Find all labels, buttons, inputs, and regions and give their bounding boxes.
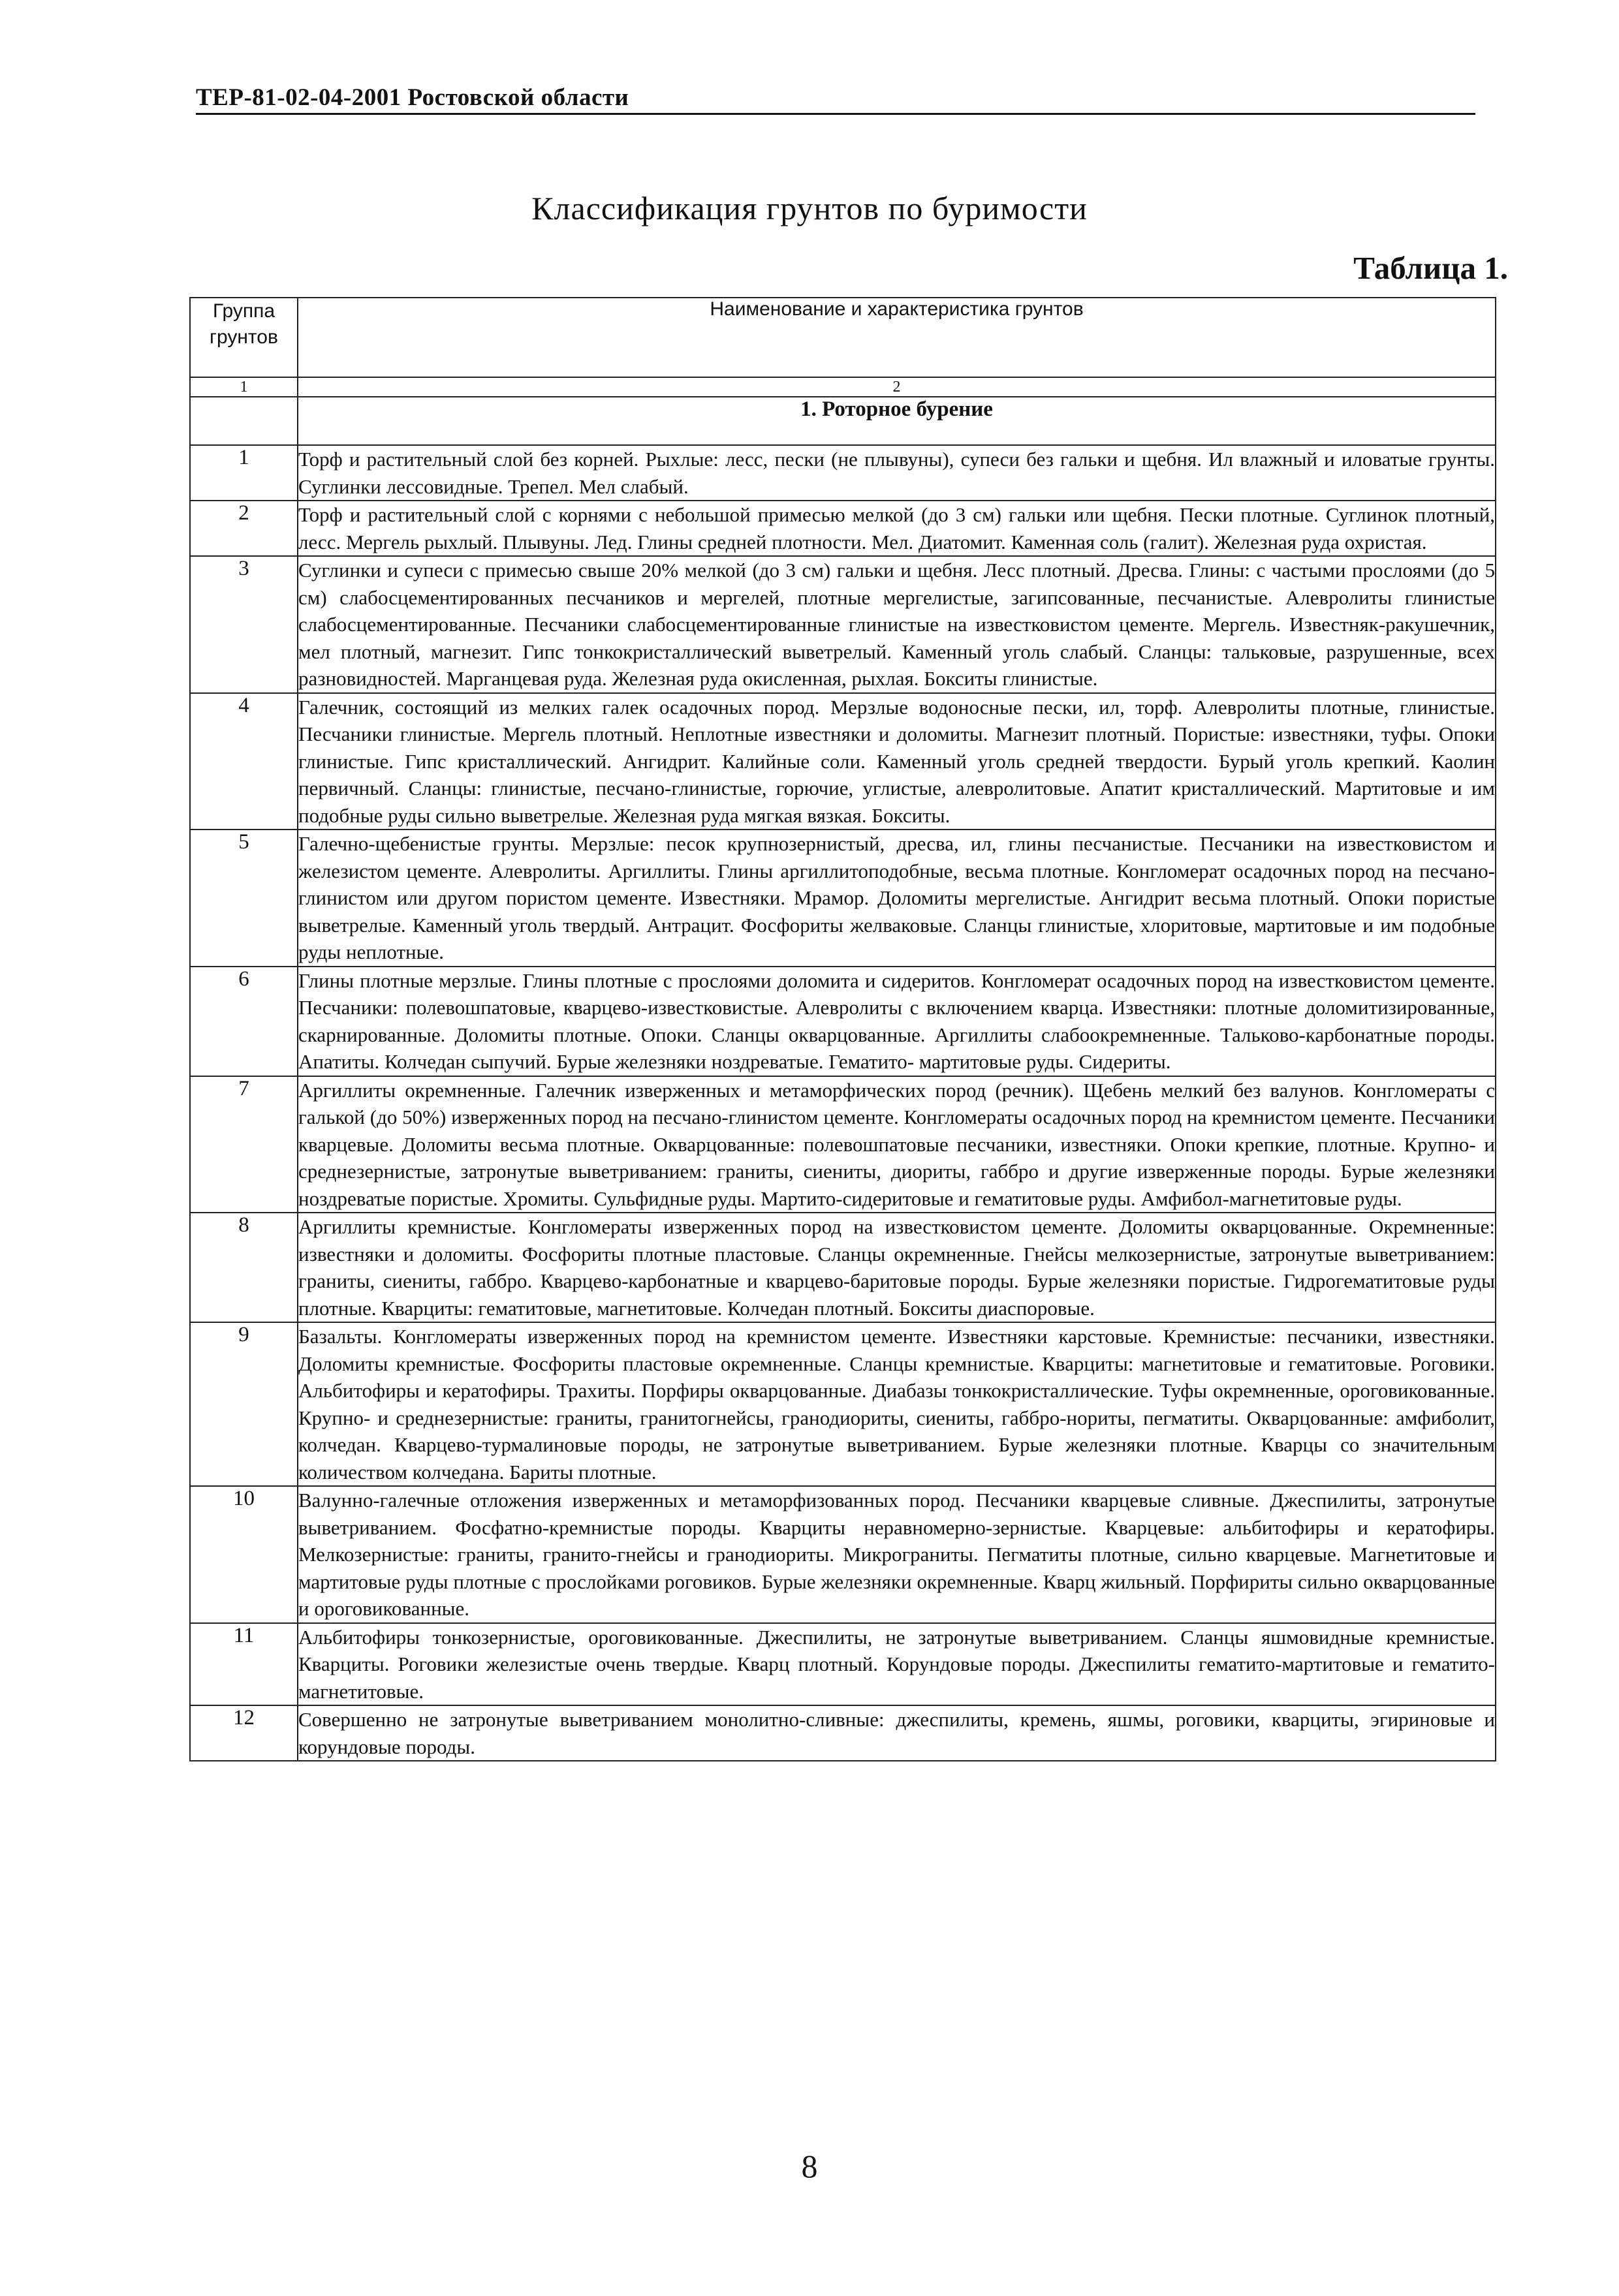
group-number: 12 [190, 1705, 298, 1761]
table-row [190, 556, 1496, 693]
group-number: 2 [190, 501, 298, 556]
group-description: Галечник, состоящий из мелких галек осадочных пород. Мерзлые водоносные пески, ил, торф. Алевролиты плотные, глинистые. Песчаники глинистые. Мергель плотный. Неплотные известняки и доломиты. Магнезит плотный. Пористые: известняки, туфы. Опоки глинистые. Гипс кристаллический. Ангидрит. Калийные соли. Каменный уголь средней твердости. Бурый уголь крепкий. Каолин первичный. Сланцы: глинистые, песчано-глинистые, горючие, углистые, алевролитовые. Апатит кристаллический. Мартитовые и им подобные руды сильно выветрелые. Железная руда мягкая вязкая. Бокситы. [298, 693, 1496, 830]
column-header-name: Наименование и характеристика грунтов [298, 298, 1496, 377]
section-row [190, 397, 1496, 445]
table-row [190, 1076, 1496, 1213]
table-row [190, 967, 1496, 1076]
group-number: 7 [190, 1076, 298, 1213]
table-row [190, 1322, 1496, 1486]
table-row [190, 1623, 1496, 1706]
table-row [190, 1705, 1496, 1761]
table-row [190, 830, 1496, 967]
page-number: 8 [801, 2148, 818, 2184]
group-number: 4 [190, 693, 298, 830]
group-description: Валунно-галечные отложения изверженных и метаморфизованных пород. Песчаники кварцевые сливные. Джеспилиты, затронутые выветриванием. Фосфатно-кремнистые породы. Кварциты неравномерно-зернистые. Кварцевые: альбитофиры и кератофиры. Мелкозернистые: граниты, гранито-гнейсы и гранодиориты. Микрограниты. Пегматиты плотные, сильно кварцевые. Магнетитовые и мартитовые руды плотные с прослойками роговиков. Бурые железняки окремненные. Кварц жильный. Порфириты сильно окварцованные и ороговикованные. [298, 1486, 1496, 1623]
soil-classification-table [189, 297, 1496, 1761]
table-row [190, 1486, 1496, 1623]
table-row [190, 693, 1496, 830]
group-description: Базальты. Конгломераты изверженных пород на кремнистом цементе. Известняки карстовые. Кремнистые: песчаники, известняки. Доломиты кремнистые. Фосфориты пластовые окремненные. Сланцы кремнистые. Кварциты: магнетитовые и гематитовые. Роговики. Альбитофиры и кератофиры. Трахиты. Порфиры окварцованные. Диабазы тонкокристаллические. Туфы окремненные, ороговикованные. Крупно- и среднезернистые: граниты, гранитогнейсы, гранодиориты, сиениты, габбро-нориты, пегматиты. Окварцованные: амфиболит, колчедан. Кварцево-турмалиновые породы, не затронутые выветриванием. Бурые железняки плотные. Кварцы со значительным количеством колчедана. Бариты плотные. [298, 1322, 1496, 1486]
column-number-row [190, 377, 1496, 397]
table-header-row [190, 298, 1496, 377]
group-description: Торф и растительный слой с корнями с небольшой примесью мелкой (до 3 см) гальки или щебня. Пески плотные. Суглинок плотный, лесс. Мергель рыхлый. Плывуны. Лед. Глины средней плотности. Мел. Диатомит. Каменная соль (галит). Железная руда охристая. [298, 501, 1496, 556]
group-description: Альбитофиры тонкозернистые, ороговикованные. Джеспилиты, не затронутые выветриванием. Сланцы яшмовидные кремнистые. Кварциты. Роговики железистые очень твердые. Кварц плотный. Корундовые породы. Джеспилиты гематито-мартитовые и гематито-магнетитовые. [298, 1623, 1496, 1706]
group-number: 10 [190, 1486, 298, 1623]
section-empty-cell [190, 397, 298, 445]
group-number: 11 [190, 1623, 298, 1706]
group-number: 1 [190, 445, 298, 501]
column-number: 1 [190, 377, 298, 397]
document-header: ТЕР-81-02-04-2001 Ростовской области [196, 84, 1475, 115]
group-number: 6 [190, 967, 298, 1076]
group-number: 8 [190, 1213, 298, 1322]
group-description: Суглинки и супеси с примесью свыше 20% мелкой (до 3 см) гальки и щебня. Лесс плотный. Дресва. Глины: с частыми прослоями (до 5 см) слабосцементированных песчаников и мергелей, плотные мергелистые, загипсованные, песчанистые. Алевролиты глинистые слабосцементированные. Песчаники слабосцементированные глинистые на известковистом цементе. Мергель. Известняк-ракушечник, мел плотный, магнезит. Гипс тонкокристаллический выветрелый. Каменный уголь слабый. Сланцы: тальковые, разрушенные, всех разновидностей. Марганцевая руда. Железная руда окисленная, рыхлая. Бокситы глинистые. [298, 556, 1496, 693]
column-number: 2 [298, 377, 1496, 397]
section-title: 1. Роторное бурение [298, 397, 1496, 445]
group-description: Торф и растительный слой без корней. Рыхлые: лесс, пески (не плывуны), супеси без гальки и щебня. Ил влажный и иловатые грунты. Суглинки лессовидные. Трепел. Мел слабый. [298, 445, 1496, 501]
group-description: Галечно-щебенистые грунты. Мерзлые: песок крупнозернистый, дресва, ил, глины песчанистые. Песчаники на известковистом и железистом цементе. Алевролиты. Аргиллиты. Глины аргиллитоподобные, весьма плотные. Конгломерат осадочных пород на песчано-глинистом или другом пористом цементе. Известняки. Мрамор. Доломиты мергелистые. Ангидрит весьма плотный. Опоки пористые выветрелые. Каменный уголь твердый. Антрацит. Фосфориты желваковые. Сланцы глинистые, хлоритовые, мартитовые и им подобные руды неплотные. [298, 830, 1496, 967]
group-number: 5 [190, 830, 298, 967]
table-row [190, 1213, 1496, 1322]
group-description: Аргиллиты окремненные. Галечник изверженных и метаморфических пород (речник). Щебень мелкий без валунов. Конгломераты с галькой (до 50%) изверженных пород на песчано-глинистом цементе. Конгломераты осадочных пород на кремнистом цементе. Песчаники кварцевые. Доломиты весьма плотные. Окварцованные: полевошпатовые песчаники, известняки. Опоки крепкие, плотные. Крупно- и среднезернистые, затронутые выветриванием: граниты, сиениты, диориты, габбро и другие изверженные породы. Бурые железняки ноздреватые пористые. Хромиты. Сульфидные руды. Мартито-сидеритовые и гематитовые руды. Амфибол-магнетитовые руды. [298, 1076, 1496, 1213]
table-label: Таблица 1. [1353, 250, 1508, 286]
group-description: Совершенно не затронутые выветриванием монолитно-сливные: джеспилиты, кремень, яшмы, роговики, кварциты, эгириновые и корундовые породы. [298, 1705, 1496, 1761]
table-row [190, 501, 1496, 556]
group-number: 3 [190, 556, 298, 693]
document-title: Классификация грунтов по буримости [531, 190, 1088, 226]
group-description: Аргиллиты кремнистые. Конгломераты изверженных пород на известковистом цементе. Доломиты окварцованные. Окремненные: известняки и доломиты. Фосфориты плотные пластовые. Сланцы окремненные. Гнейсы мелкозернистые, затронутые выветриванием: граниты, сиениты, габбро. Кварцево-карбонатные и кварцево-баритовые породы. Бурые железняки пористые. Гидрогематитовые руды плотные. Кварциты: гематитовые, магнетитовые. Колчедан плотный. Бокситы диаспоровые. [298, 1213, 1496, 1322]
group-description: Глины плотные мерзлые. Глины плотные с прослоями доломита и сидеритов. Конгломерат осадочных пород на известковистом цементе. Песчаники: полевошпатовые, кварцево-известковистые. Алевролиты с включением кварца. Известняки: плотные доломитизированные, скарнированные. Доломиты плотные. Опоки. Сланцы окварцованные. Аргиллиты слабоокремненные. Тальково-карбонатные породы. Апатиты. Колчедан сыпучий. Бурые железняки ноздреватые. Гематито- мартитовые руды. Сидериты. [298, 967, 1496, 1076]
table-row [190, 445, 1496, 501]
column-header-group: Группа грунтов [190, 298, 298, 377]
group-number: 9 [190, 1322, 298, 1486]
